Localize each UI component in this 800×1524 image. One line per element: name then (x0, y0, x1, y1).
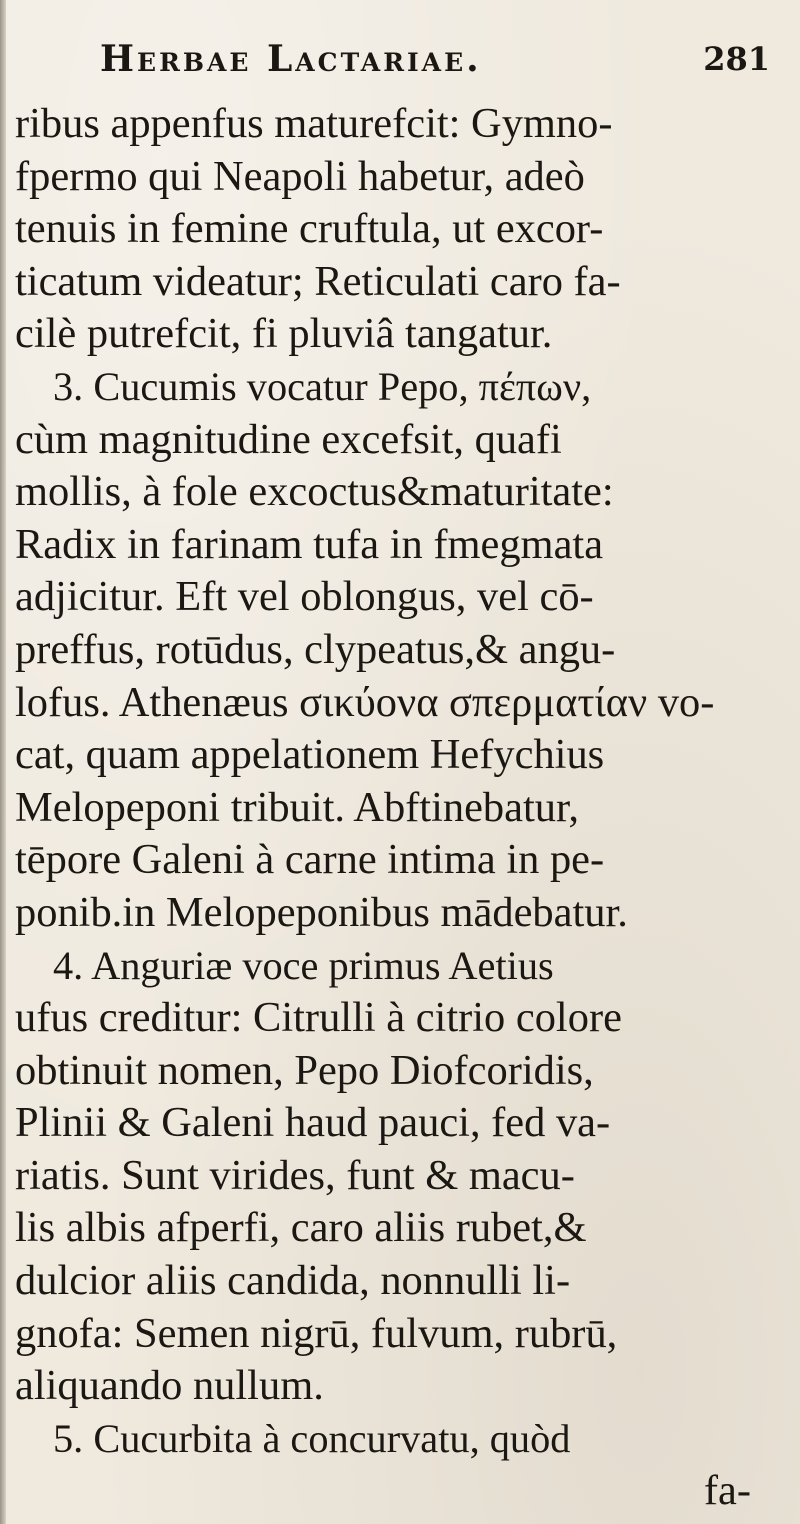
text-line: obtinuit nomen, Pepo Diofcoridis, (15, 1046, 594, 1094)
text-line: ufus creditur: Citrulli à citrio colore (15, 994, 622, 1042)
text-line: riatis. Sunt virides, funt & macu- (15, 1151, 575, 1199)
page-number: 281 (703, 40, 770, 78)
text-line: gnofa: Semen nigrū, fulvum, rubrū, (15, 1309, 618, 1357)
text-line: mollis, à fole excoctus&maturitate: (15, 468, 614, 516)
text-line: lis albis afperfi, caro aliis rubet,& (15, 1204, 587, 1252)
text-line: 4. Anguriæ voce primus Aetius (53, 942, 554, 988)
text-line: adjicitur. Eft vel oblongus, vel cō- (15, 573, 594, 621)
text-line: cilè putrefcit, fi pluviâ tangatur. (15, 310, 553, 358)
text-line: cùm magnitudine excefsit, quafi (15, 415, 562, 463)
body-text (15, 98, 795, 1518)
catchword: fa- (703, 1467, 751, 1515)
text-line: 3. Cucumis vocatur Pepo, πέπων, (53, 363, 592, 409)
text-line: preffus, rotūdus, clypeatus,& angu- (15, 625, 616, 673)
running-title: Herbae Lactariae. (100, 38, 482, 80)
text-line: lofus. Athenæus σικύονα σπερματίαν vo- (15, 678, 715, 726)
text-line: fpermo qui Neapoli habetur, adeò (15, 152, 585, 200)
text-line: Plinii & Galeni haud pauci, fed va- (15, 1099, 611, 1147)
text-line: tenuis in femine cruftula, ut excor- (15, 205, 604, 253)
text-line: Melopeponi tribuit. Abftinebatur, (15, 783, 580, 831)
text-line: Radix in farinam tufa in fmegmata (15, 520, 604, 568)
text-line: ponib.in Melopeponibus mādebatur. (15, 888, 628, 936)
text-line: cat, quam appelationem Hefychius (15, 731, 605, 779)
text-line: tēpore Galeni à carne intima in pe- (15, 836, 605, 884)
text-line: 5. Cucurbita à concurvatu, quòd (53, 1415, 571, 1461)
page-header (100, 38, 770, 94)
text-line: aliquando nullum. (15, 1362, 324, 1410)
binding-edge (0, 0, 6, 1524)
text-line: ticatum videatur; Reticulati caro fa- (15, 257, 621, 305)
text-line: dulcior aliis candida, nonnulli li- (15, 1257, 571, 1305)
text-line: ribus appenfus maturefcit: Gymno- (15, 100, 613, 147)
